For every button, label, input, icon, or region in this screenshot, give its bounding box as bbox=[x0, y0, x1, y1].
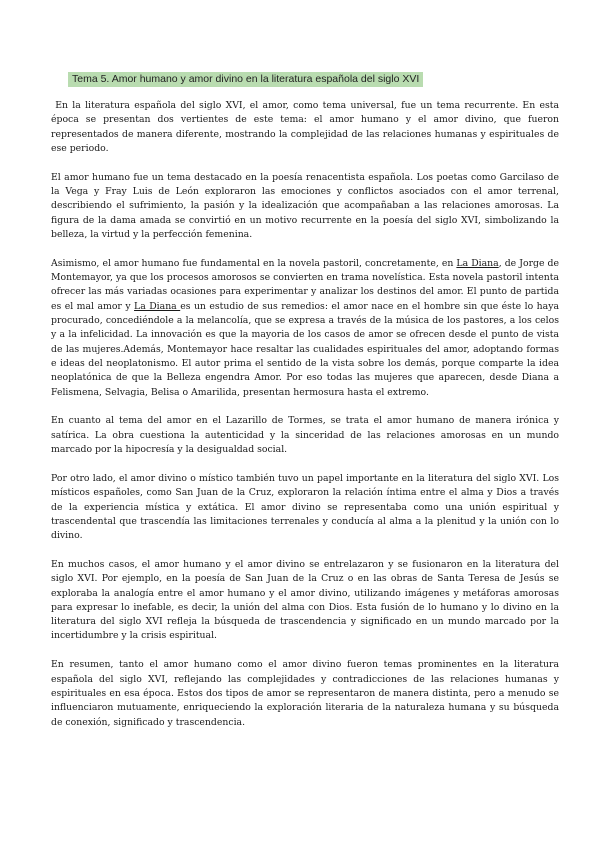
paragraph-lazarillo: En cuanto al tema del amor en el Lazarillo de Tormes, se trata el amor humano de manera irónica y satírica. La obra cuestiona la autenticidad y la sinceridad de las relaciones amorosas en un mundo marcado por la hipocresía y la desigualdad social. bbox=[51, 415, 559, 456]
paragraph-fusion: En muchos casos, el amor humano y el amor divino se entrelazaron y se fusionaron en la literatura del siglo XVI. Por ejemplo, en la poesía de San Juan de la Cruz o en las obras de Santa Teresa de Jesús se exploraba la analogía entre el amor humano y el amor divino, utilizando imágenes y metáforas amorosas para expresar lo inefable, es decir, la unión del alma con Dios. Esta fusión de lo humano y lo divino en la literatura del siglo XVI refleja la búsqueda de trascendencia y significado en un mundo marcado por la incertidumbre y la crisis espiritual. bbox=[51, 558, 559, 642]
document-body bbox=[51, 99, 559, 744]
paragraph-text: es un estudio de sus remedios: el amor nace en el hombre sin que éste lo haya procurado, concediéndole a la melancolía, que se expresa a través de la música de los pastores, a los celos y a la infelicidad. La innovación es que la mayoria de los casos de amor se ofrecen desde el punto de vista de las mujeres.Además, Montemayor hace resaltar las cualidades espirituales del amor, adoptando formas e ideas del neoplatonismo. El autor prima el sentido de la vista sobre los demás, porque comparte la idea neoplatónica de que la Belleza engendra Amor. Por eso todas las mujeres que aparecen, desde Diana a Felismena, Selvagia, Belisa o Amarilida, presentan hermosura hasta el extremo. bbox=[51, 300, 559, 398]
la-diana-title: La Diana bbox=[456, 257, 499, 269]
paragraph-intro: En la literatura española del siglo XVI, el amor, como tema universal, fue un tema recurrente. En esta época se presentan dos vertientes de este tema: el amor humano y el amor divino, que fueron representados de manera diferente, mostrando la complejidad de las relaciones humanas y espirituales de ese periodo. bbox=[51, 100, 559, 154]
paragraph-amor-divino: Por otro lado, el amor divino o místico también tuvo un papel importante en la literatura del siglo XVI. Los místicos españoles, como San Juan de la Cruz, exploraron la relación íntima entre el alma y Dios a través de la experiencia mística y extática. El amor divino se representaba como una unión espiritual y trascendental que trascendía las limitaciones terrenales y conducía al alma a la plenitud y la unión con lo divino. bbox=[51, 472, 559, 542]
paragraph-amor-humano-poesia: El amor humano fue un tema destacado en la poesía renacentista española. Los poetas como Garcilaso de la Vega y Fray Luis de León exploraron las emociones y conflictos asociados con el amor terrenal, describiendo el sufrimiento, la pasión y la idealización que acompañaban a las relaciones amorosas. La figura de la dama amada se convirtió en un motivo recurrente en la poesía del siglo XVI, simbolizando la belleza, la virtud y la perfección femenina. bbox=[51, 171, 559, 240]
paragraph-novela-pastoril bbox=[51, 257, 559, 400]
document-title: Tema 5. Amor humano y amor divino en la literatura española del siglo XVI bbox=[68, 72, 423, 87]
paragraph-text: Asimismo, el amor humano fue fundamental en la novela pastoril, concretamente, en bbox=[51, 257, 457, 269]
paragraph-resumen: En resumen, tanto el amor humano como el amor divino fueron temas prominentes en la literatura española del siglo XVI, reflejando las complejidades y contradicciones de las relaciones humanas y espirituales en esa época. Estos dos tipos de amor se representaron de manera distinta, pero a menudo se influenciaron mutuamente, enriqueciendo la exploración literaria de la naturaleza humana y su búsqueda de conexión, significado y trascendencia. bbox=[51, 659, 559, 728]
paragraph-text: , de Jorge de Montemayor, ya que los procesos amorosos se convierten en trama novelística. Esta novela pastoril intenta ofrecer las más variadas ocasiones para experimentar y analizar los destinos del amor. El punto de partida es el mal amor y bbox=[51, 257, 559, 312]
la-diana-title: La Diana bbox=[134, 300, 181, 312]
